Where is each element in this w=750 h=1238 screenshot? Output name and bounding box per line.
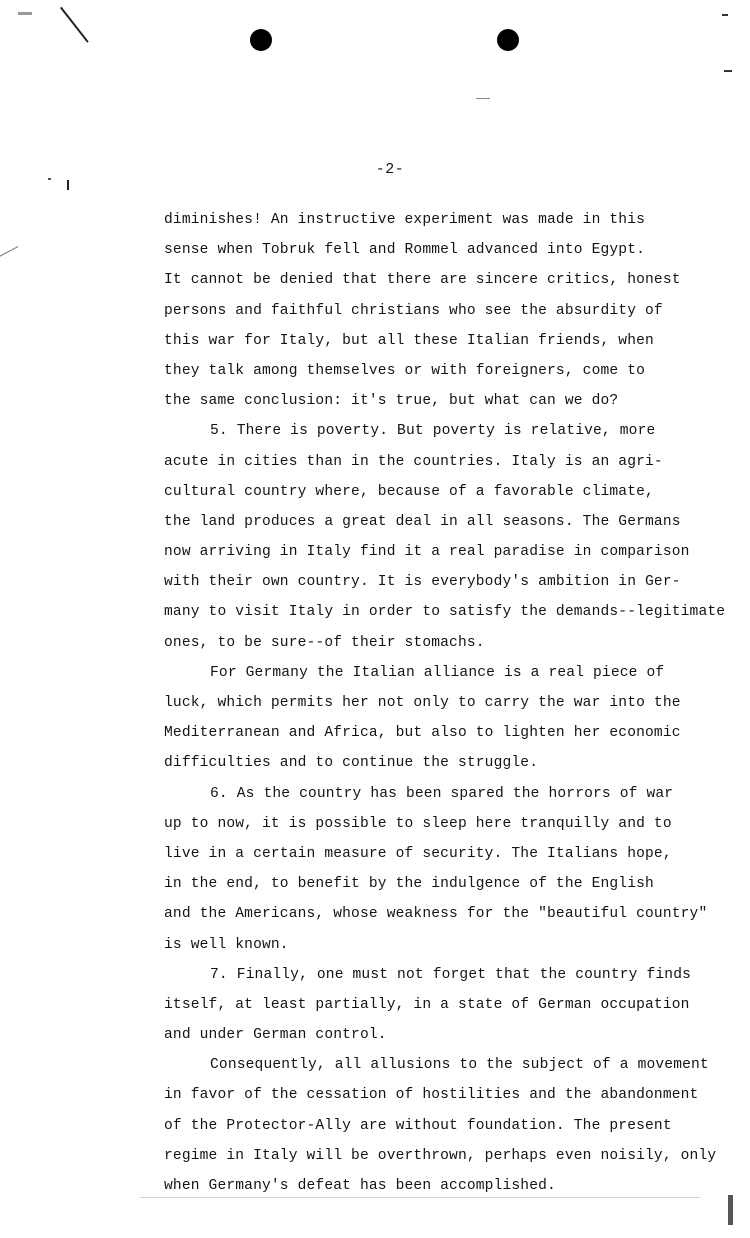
text-line: luck, which permits her not only to carry the war into the xyxy=(164,695,681,711)
text-line: this war for Italy, but all these Italian friends, when xyxy=(164,332,654,349)
punch-hole-right xyxy=(497,29,519,51)
text-line: 7. Finally, one must not forget that the country finds xyxy=(210,966,692,983)
scan-mark xyxy=(67,180,69,190)
body-text xyxy=(164,205,750,1201)
page-number: -2- xyxy=(375,161,405,178)
text-line: now arriving in Italy find it a real paradise in comparison xyxy=(164,544,690,561)
text-line: 6. As the country has been spared the horrors of war xyxy=(210,785,674,802)
scan-mark xyxy=(48,178,51,180)
scan-mark xyxy=(724,70,732,72)
text-line: Mediterranean and Africa, but also to lighten her economic xyxy=(164,725,681,742)
text-line: 5. There is poverty. But poverty is relative, more xyxy=(210,423,656,440)
text-line: ones, to be sure--of their stomachs. xyxy=(164,634,485,651)
text-line: the land produces a great deal in all seasons. The Germans xyxy=(164,513,681,530)
text-line: diminishes! An instructive experiment was made in this xyxy=(164,212,646,228)
text-line: they talk among themselves or with foreigners, come to xyxy=(164,362,646,379)
text-line: live in a certain measure of security. The Italians hope, xyxy=(164,845,672,862)
scan-mark xyxy=(476,98,490,99)
scan-mark xyxy=(722,14,728,16)
punch-hole-left xyxy=(250,29,272,51)
text-line: the same conclusion: it's true, but what can we do? xyxy=(164,393,619,410)
text-line: regime in Italy will be overthrown, perhaps even noisily, only xyxy=(164,1147,717,1164)
scan-mark xyxy=(0,246,18,262)
text-line: persons and faithful christians who see the absurdity of xyxy=(164,302,663,319)
text-line: acute in cities than in the countries. Italy is an agri- xyxy=(164,453,663,470)
scan-mark xyxy=(18,12,32,15)
text-line: and the Americans, whose weakness for the "beautiful country" xyxy=(164,906,708,923)
text-line: in the end, to benefit by the indulgence of the English xyxy=(164,876,654,893)
text-line: Consequently, all allusions to the subject of a movement xyxy=(210,1057,709,1074)
text-line: of the Protector-Ally are without foundation. The present xyxy=(164,1117,672,1134)
text-line: cultural country where, because of a favorable climate, xyxy=(164,483,654,500)
text-line: with their own country. It is everybody's ambition in Ger- xyxy=(164,574,681,591)
text-line: many to visit Italy in order to satisfy the demands--legitimate xyxy=(164,604,726,621)
text-line: sense when Tobruk fell and Rommel advanced into Egypt. xyxy=(164,242,646,259)
text-line: It cannot be denied that there are sincere critics, honest xyxy=(164,272,681,289)
scan-mark xyxy=(60,7,89,43)
text-line: up to now, it is possible to sleep here tranquilly and to xyxy=(164,815,672,832)
text-line: and under German control. xyxy=(164,1027,387,1044)
text-line: difficulties and to continue the struggle. xyxy=(164,755,539,772)
text-line: itself, at least partially, in a state of German occupation xyxy=(164,996,690,1013)
text-line: when Germany's defeat has been accomplished. xyxy=(164,1178,556,1194)
text-line: For Germany the Italian alliance is a real piece of xyxy=(210,664,665,681)
text-line: is well known. xyxy=(164,936,289,953)
text-line: in favor of the cessation of hostilities and the abandonment xyxy=(164,1087,699,1104)
